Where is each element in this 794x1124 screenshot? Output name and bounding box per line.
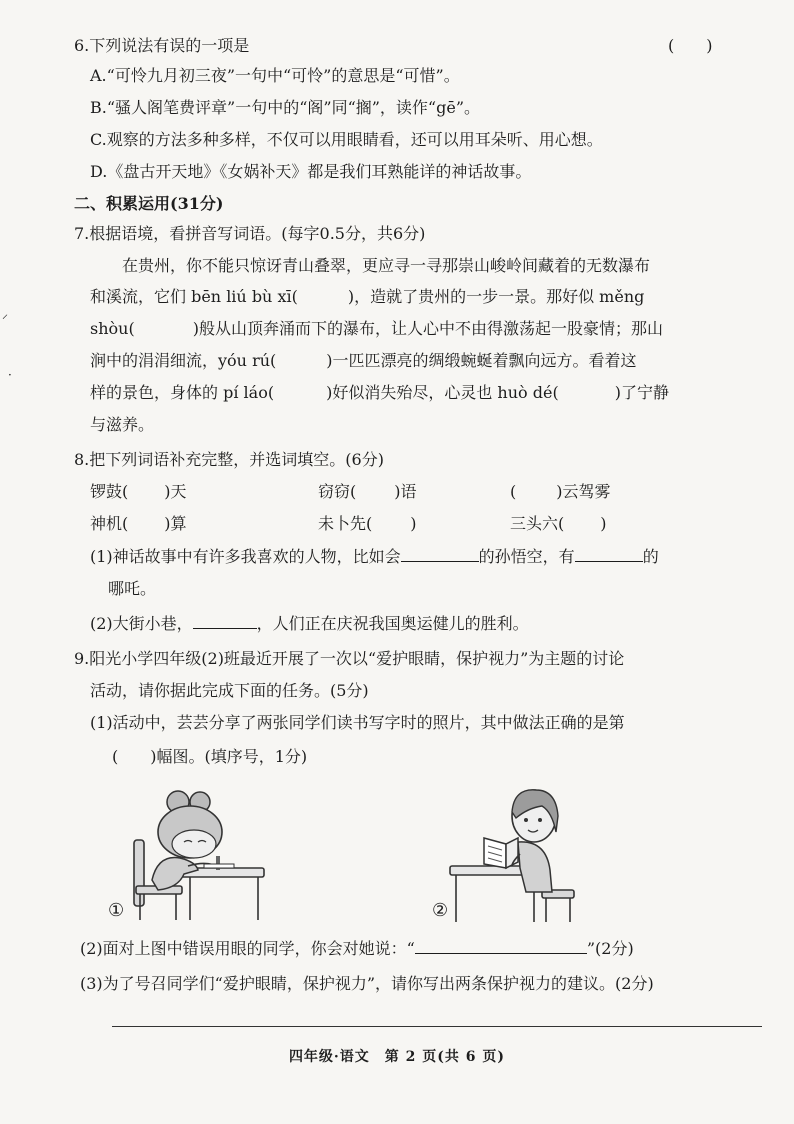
page-footer: 四年级·语文 第 2 页(共 6 页) <box>288 1049 506 1065</box>
figure-1-illustration <box>118 788 268 926</box>
answer-blank[interactable] <box>193 612 257 629</box>
answer-blank[interactable] <box>401 545 479 562</box>
idiom-item: 未卜先( ) <box>318 514 417 533</box>
q7-passage-line: 和溪流，它们 bēn liú bù xī( )，造就了贵州的一步一景。那好似 měng <box>90 287 645 306</box>
q6-option-b: B.“骚人阁笔费评章”一句中的“阁”同“搁”，读作“gē”。 <box>90 98 480 117</box>
idiom-item: 锣鼓( )天 <box>90 482 187 501</box>
idiom-item: 三头六( ) <box>510 514 607 533</box>
q8-sub1-cont: 哪吒。 <box>108 579 157 598</box>
q7-passage-line: 与滋养。 <box>90 415 155 434</box>
q7-passage-line: 涧中的涓涓细流，yóu rú( )一匹匹漂亮的绸缎蜿蜒着飘向远方。看着这 <box>90 351 637 370</box>
q9-sub3: (3)为了号召同学们“爱护眼睛，保护视力”，请你写出两条保护视力的建议。(2分) <box>80 974 654 993</box>
idiom-item: 神机( )算 <box>90 514 187 533</box>
figure-1-label: ① <box>108 900 125 921</box>
q9-sub1-cont: ( )幅图。(填序号，1分) <box>112 747 308 766</box>
q9-sub2: (2)面对上图中错误用眼的同学，你会对她说：“ ”(2分) <box>80 939 634 958</box>
q6-stem: 6.下列说法有误的一项是 <box>74 36 250 55</box>
q8-sub2: (2)大街小巷， ，人们正在庆祝我国奥运健儿的胜利。 <box>90 614 529 633</box>
q6-option-d: D.《盘古开天地》《女娲补天》都是我们耳熟能详的神话故事。 <box>90 162 532 181</box>
idiom-item: ( )云驾雾 <box>510 482 611 501</box>
q7-stem: 7.根据语境，看拼音写词语。(每字0.5分，共6分) <box>74 224 426 243</box>
q9-stem: 9.阳光小学四年级(2)班最近开展了一次以“爱护眼睛，保护视力”为主题的讨论 <box>74 649 625 668</box>
q7-passage-line: 在贵州，你不能只惊讶青山叠翠，更应寻一寻那崇山峻岭间藏着的无数瀑布 <box>90 256 651 275</box>
q7-passage-line: shòu( )般从山顶奔涌而下的瀑布，让人心中不由得激荡起一股豪情；那山 <box>90 319 663 338</box>
q7-passage-line: 样的景色，身体的 pí láo( )好似消失殆尽，心灵也 huò dé( )了宁静 <box>90 383 669 402</box>
q9-sub1: (1)活动中，芸芸分享了两张同学们读书写字时的照片，其中做法正确的是第 <box>90 713 625 732</box>
footer-divider <box>112 1026 762 1027</box>
figure-2-label: ② <box>432 900 449 921</box>
q9-stem-cont: 活动，请你据此完成下面的任务。(5分) <box>90 681 369 700</box>
answer-blank[interactable] <box>415 937 587 954</box>
margin-mark: ⸝ <box>2 307 9 321</box>
q6-option-c: C.观察的方法多种多样，不仅可以用眼睛看，还可以用耳朵听、用心想。 <box>90 130 603 149</box>
q6-option-a: A.“可怜九月初三夜”一句中“可怜”的意思是“可惜”。 <box>90 66 460 85</box>
q6-answer-bracket[interactable]: ( ) <box>668 36 713 55</box>
idiom-item: 窃窃( )语 <box>318 482 417 501</box>
section-title: 二、积累运用(31分) <box>74 194 224 213</box>
answer-blank[interactable] <box>575 545 643 562</box>
figure-2-illustration <box>446 782 578 926</box>
q8-stem: 8.把下列词语补充完整，并选词填空。(6分) <box>74 450 384 469</box>
q8-sub1: (1)神话故事中有许多我喜欢的人物，比如会 的孙悟空，有 的 <box>90 547 659 566</box>
margin-mark: · <box>8 368 12 382</box>
